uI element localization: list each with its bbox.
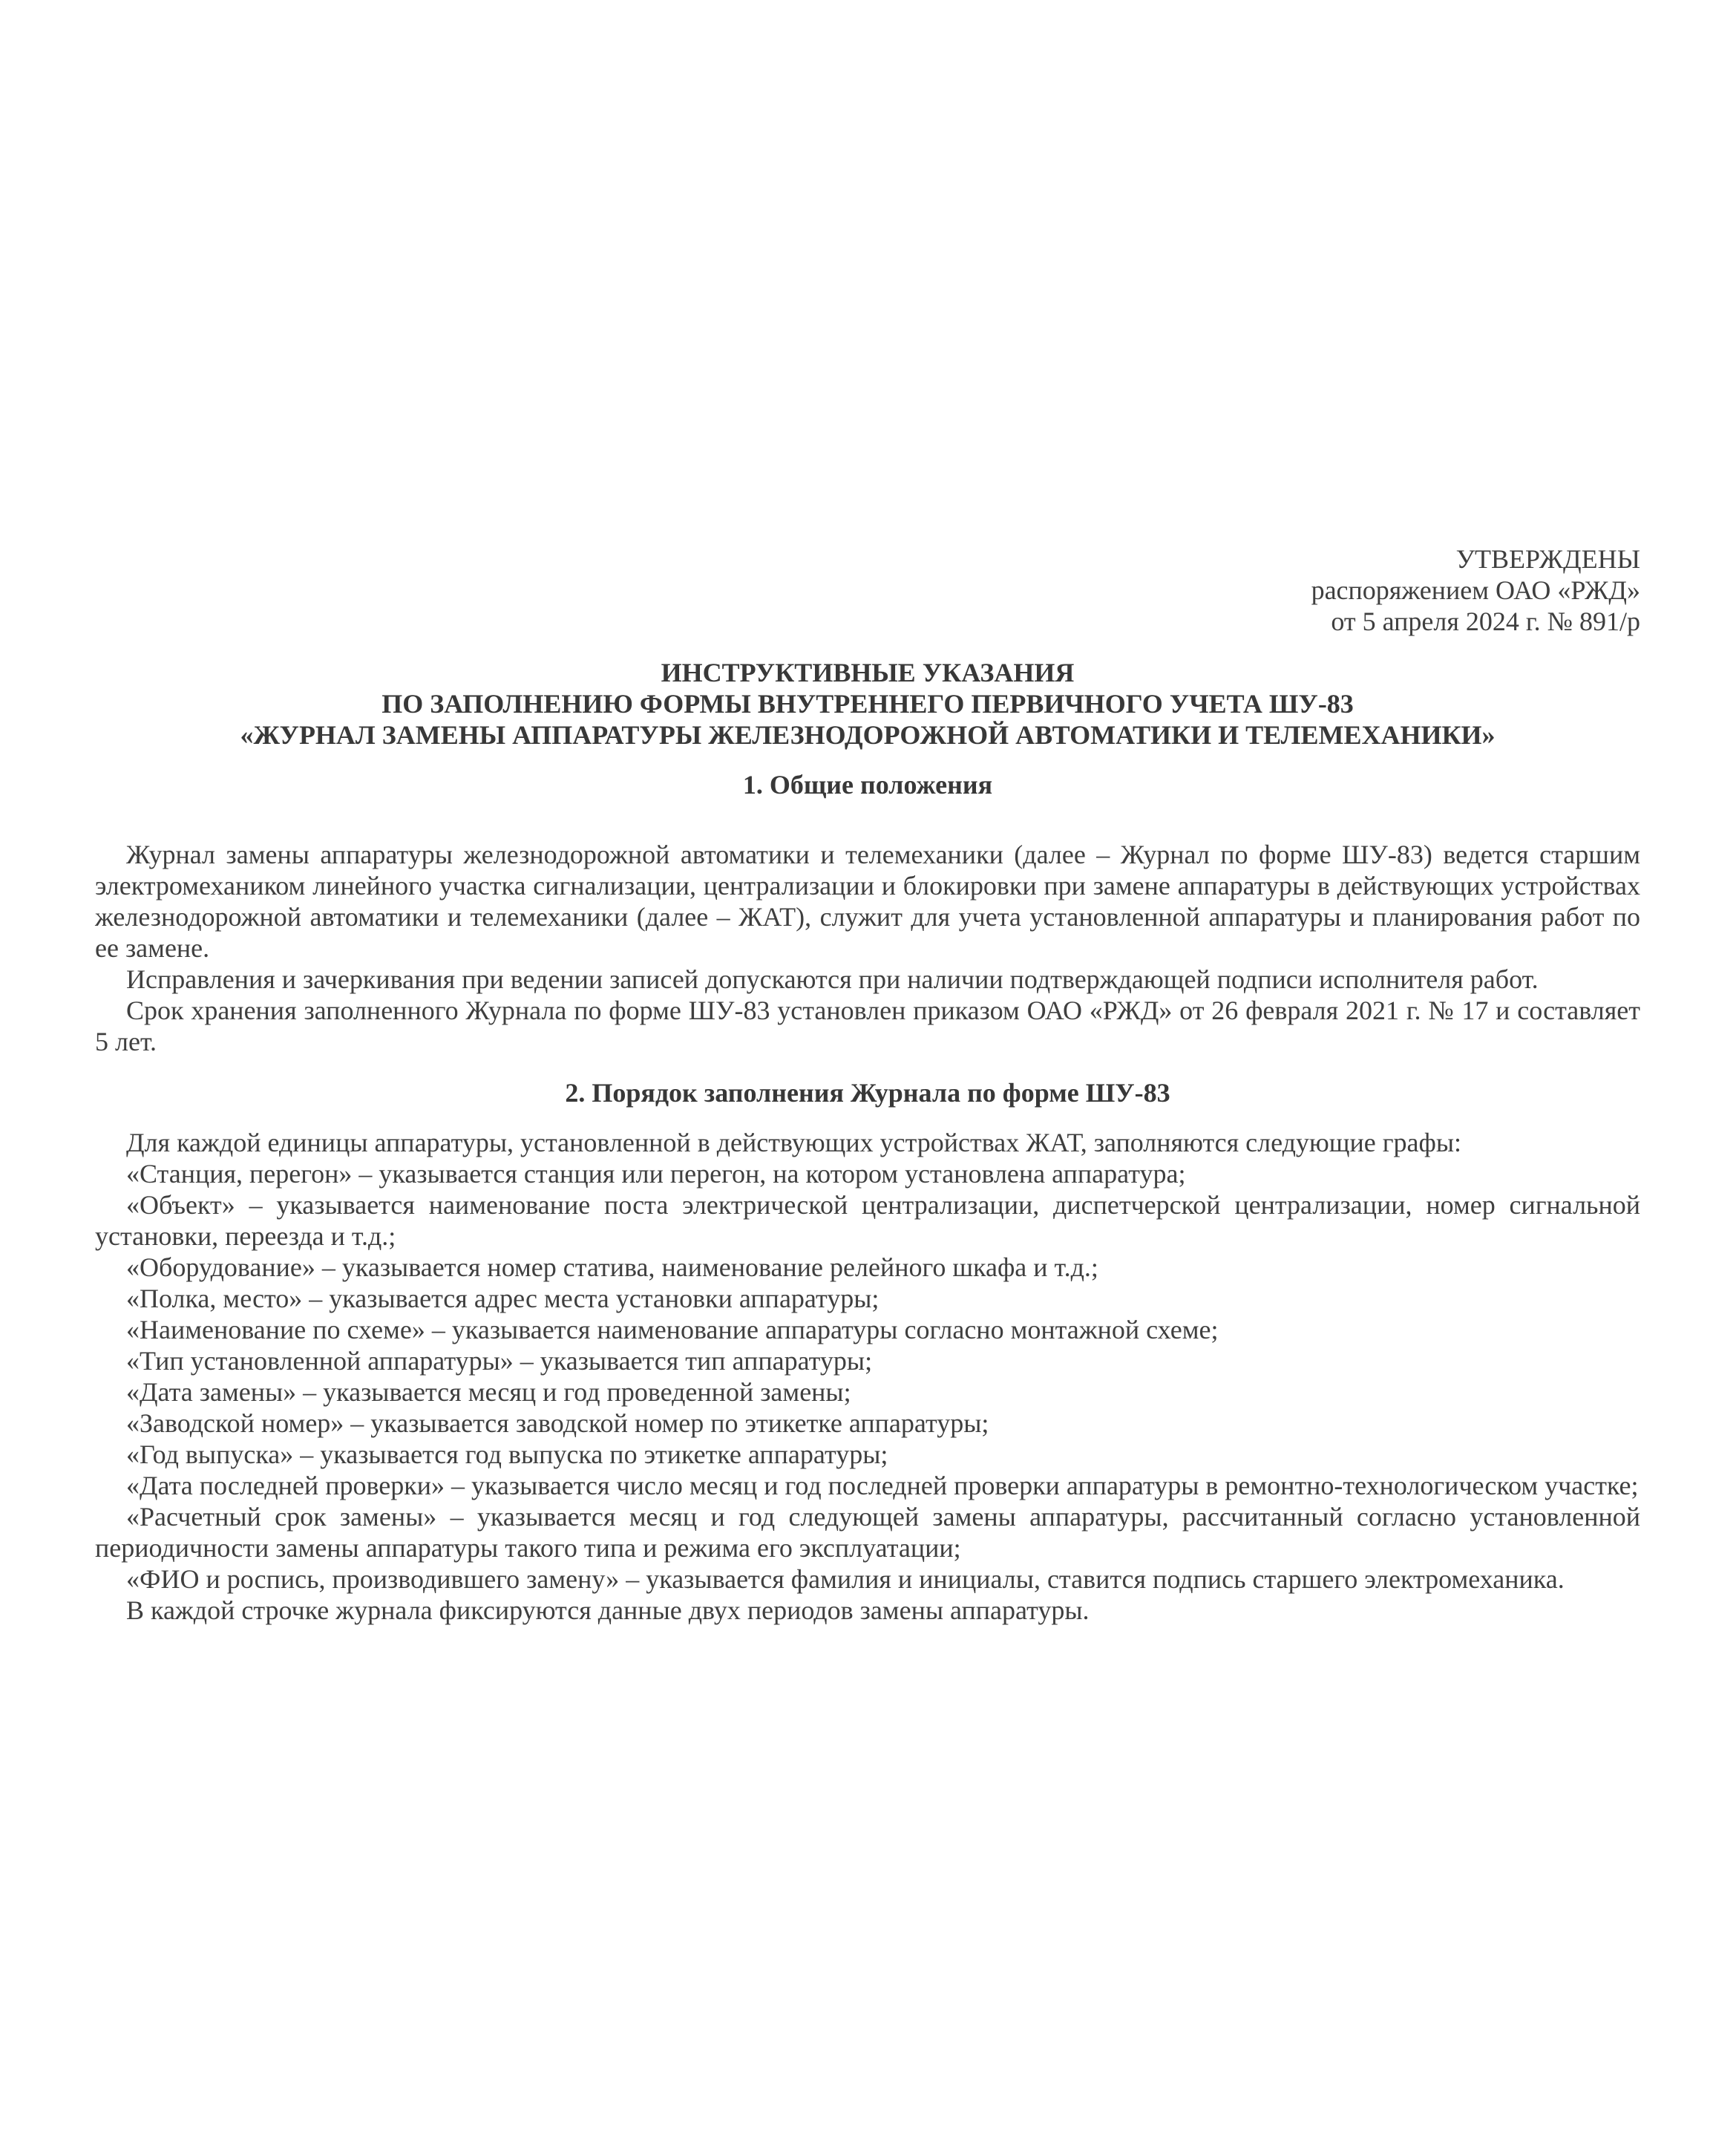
section-1-paragraph: Журнал замены аппаратуры железнодорожной автоматики и телемеханики (далее – Журнал по форме ШУ-83) ведется старшим электромехаником линейного участка сигнализации, централизации и блокировки при замене аппаратуры в действующих устройствах железнодорожной автоматики и телемеханики (далее – ЖАТ), служит для учета установленной аппаратуры и планирования работ по ее замене. xyxy=(95,840,1640,963)
section-2-paragraph: «Заводской номер» – указывается заводской номер по этикетке аппаратуры; xyxy=(126,1408,989,1438)
section-1-heading: 1. Общие положения xyxy=(742,770,993,800)
section-2-paragraph: «Оборудование» – указывается номер статива, наименование релейного шкафа и т.д.; xyxy=(126,1252,1098,1282)
section-2-body xyxy=(95,1127,1640,1626)
section-2-paragraph: «Дата замены» – указывается месяц и год проведенной замены; xyxy=(126,1377,851,1407)
section-2-paragraph: «Станция, перегон» – указывается станция или перегон, на котором установлена аппаратура; xyxy=(126,1159,1186,1189)
section-1-body xyxy=(95,839,1640,1057)
section-2-paragraph: Для каждой единицы аппаратуры, установленной в действующих устройствах ЖАТ, заполняются следующие графы: xyxy=(126,1128,1462,1157)
approval-line-approved: УТВЕРЖДЕНЫ xyxy=(1455,544,1640,574)
section-2-paragraph: «Дата последней проверки» – указывается число месяц и год последней проверки аппаратуры в ремонтно-технологическом участке; xyxy=(126,1471,1639,1500)
section-2-paragraph: «Объект» – указывается наименование поста электрической централизации, диспетчерской централизации, номер сигнальной установки, переезда и т.д.; xyxy=(95,1190,1640,1251)
section-1-paragraph: Исправления и зачеркивания при ведении записей допускаются при наличии подтверждающей подписи исполнителя работ. xyxy=(126,964,1539,994)
document-title-line-2: ПО ЗАПОЛНЕНИЮ ФОРМЫ ВНУТРЕННЕГО ПЕРВИЧНОГО УЧЕТА ШУ-83 xyxy=(381,689,1354,719)
section-2-paragraph: «Тип установленной аппаратуры» – указывается тип аппаратуры; xyxy=(126,1346,873,1376)
approval-block xyxy=(95,543,1640,637)
section-2-paragraph: «Год выпуска» – указывается год выпуска по этикетке аппаратуры; xyxy=(126,1439,888,1469)
section-1-paragraph: Срок хранения заполненного Журнала по форме ШУ-83 установлен приказом ОАО «РЖД» от 26 февраля 2021 г. № 17 и составляет 5 лет. xyxy=(95,996,1640,1056)
section-2-paragraph: «Расчетный срок замены» – указывается месяц и год следующей замены аппаратуры, рассчитанный согласно установленной периодичности замены аппаратуры такого типа и режима его эксплуатации; xyxy=(95,1502,1640,1563)
approval-line-date-number: от 5 апреля 2024 г. № 891/р xyxy=(1331,607,1640,636)
section-2-paragraph: «Наименование по схеме» – указывается наименование аппаратуры согласно монтажной схеме; xyxy=(126,1315,1219,1344)
section-2-heading: 2. Порядок заполнения Журнала по форме ШУ-83 xyxy=(565,1078,1170,1108)
section-2-paragraph: «Полка, место» – указывается адрес места установки аппаратуры; xyxy=(126,1284,880,1313)
document-title-line-3: «ЖУРНАЛ ЗАМЕНЫ АППАРАТУРЫ ЖЕЛЕЗНОДОРОЖНОЙ АВТОМАТИКИ И ТЕЛЕМЕХАНИКИ» xyxy=(240,720,1496,750)
approval-line-order: распоряжением ОАО «РЖД» xyxy=(1311,575,1640,605)
document-title xyxy=(95,657,1640,751)
section-2-paragraph: «ФИО и роспись, производившего замену» – указывается фамилия и инициалы, ставится подпись старшего электромеханика. xyxy=(126,1564,1565,1594)
section-2-paragraph: В каждой строчке журнала фиксируются данные двух периодов замены аппаратуры. xyxy=(126,1595,1090,1625)
document-title-line-1: ИНСТРУКТИВНЫЕ УКАЗАНИЯ xyxy=(661,658,1075,687)
